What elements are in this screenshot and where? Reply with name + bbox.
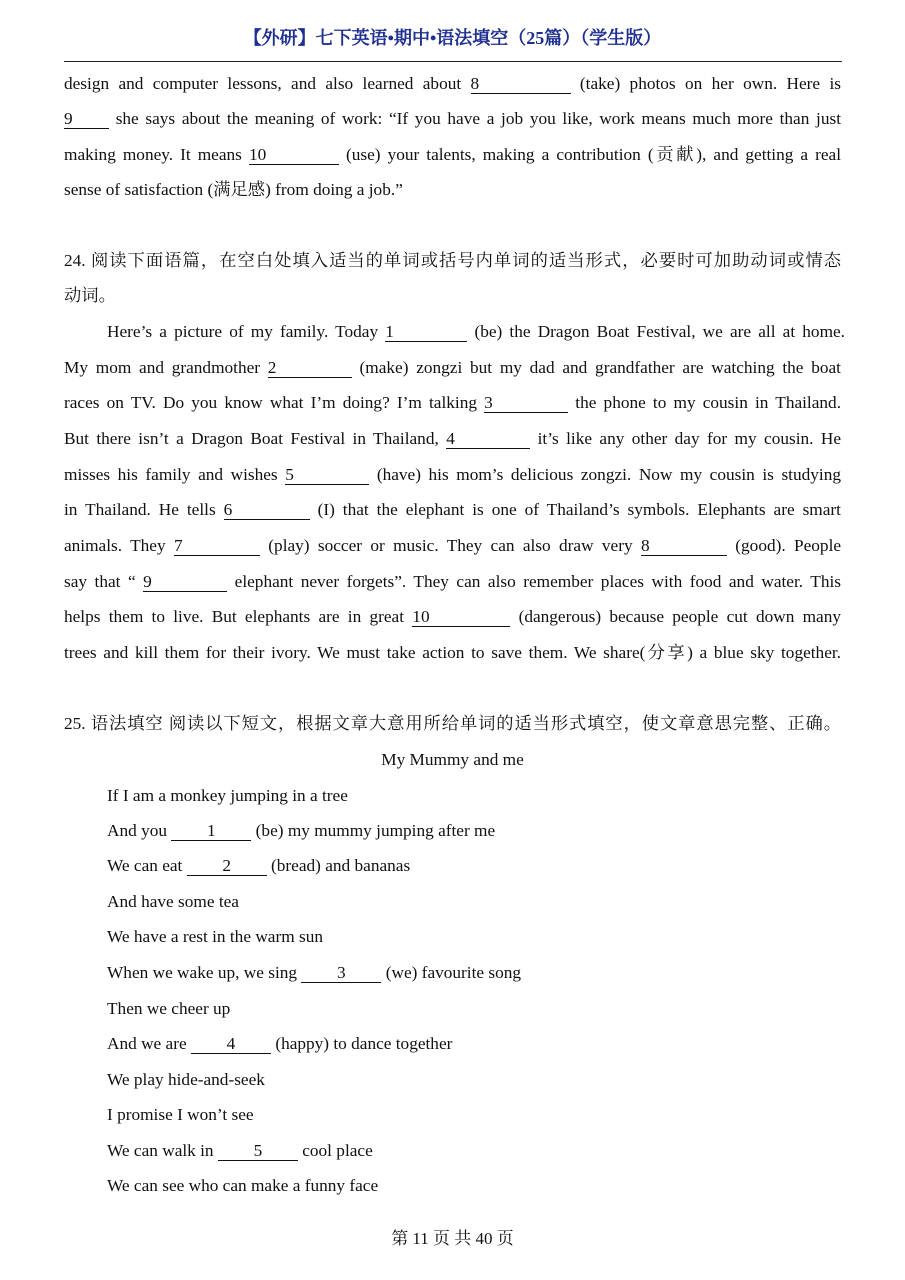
blank-8[interactable]: 8	[471, 75, 571, 94]
text: she says about the meaning of work: “If you have a job you like, work means much more than just	[115, 109, 841, 128]
poem-title: My Mummy and me	[381, 750, 524, 769]
text: (take) photos on her own. Here is	[579, 74, 841, 93]
poem-line-9: We play hide-and-seek	[107, 1070, 265, 1089]
poem-line-7: Then we cheer up	[107, 999, 231, 1018]
text: (bread) and bananas	[271, 856, 411, 875]
blank-2[interactable]: 2	[187, 857, 267, 876]
text: (play) soccer or music. They can also draw very	[268, 536, 633, 555]
text: (have) his mom’s delicious zongzi. Now my cousin is studying	[376, 465, 841, 484]
text: helps them to live. But elephants are in great	[64, 607, 405, 626]
text: (good). People	[735, 536, 842, 555]
passage23-line4: sense of satisfaction (满足感) from doing a job.”	[64, 180, 403, 199]
passage24-line2	[64, 357, 841, 379]
blank-3[interactable]: 3	[484, 394, 568, 413]
text: But there isn’t a Dragon Boat Festival in Thailand,	[64, 429, 439, 448]
text: races on TV. Do you know what I’m doing? I’m talking	[64, 393, 477, 412]
passage24-line9	[64, 606, 841, 628]
text: And you	[107, 821, 168, 840]
text: in Thailand. He tells	[64, 500, 216, 519]
passage23-line3	[64, 144, 841, 166]
blank-4[interactable]: 4	[446, 430, 530, 449]
text: Here’s a picture of my family. Today	[107, 322, 379, 341]
poem-line-8	[107, 1033, 452, 1055]
text: (happy) to dance together	[275, 1034, 453, 1053]
passage24-line7	[64, 535, 841, 557]
page-header-title: 【外研】七下英语•期中•语法填空（25篇）（学生版）	[243, 28, 662, 48]
blank-1[interactable]: 1	[171, 822, 251, 841]
passage24-line5	[64, 464, 841, 486]
text: (make) zongzi but my dad and grandfather are watching the boat	[359, 358, 841, 377]
blank-2[interactable]: 2	[268, 359, 352, 378]
text: (be) the Dragon Boat Festival, we are all at home.	[474, 322, 846, 341]
poem-line-12: We can see who can make a funny face	[107, 1176, 379, 1195]
poem-line-6	[107, 962, 521, 984]
text: say that “	[64, 572, 136, 591]
blank-1[interactable]: 1	[385, 323, 467, 342]
blank-9[interactable]: 9	[64, 110, 109, 129]
text: animals. They	[64, 536, 166, 555]
poem-line-5: We have a rest in the warm sun	[107, 927, 323, 946]
blank-3[interactable]: 3	[301, 964, 381, 983]
poem-line-2	[107, 820, 495, 842]
passage24-line10: trees and kill them for their ivory. We must take action to save them. We share(分享) a blue sky together.	[64, 643, 841, 662]
text: the phone to my cousin in Thailand.	[575, 393, 842, 412]
text: misses his family and wishes	[64, 465, 278, 484]
passage24-line1	[107, 321, 845, 343]
text: (we) favourite song	[385, 963, 522, 982]
poem-line-10: I promise I won’t see	[107, 1105, 254, 1124]
blank-9[interactable]: 9	[143, 573, 227, 592]
text: And we are	[107, 1034, 187, 1053]
text: design and computer lessons, and also learned about	[64, 74, 462, 93]
poem-line-11	[107, 1140, 373, 1162]
blank-5[interactable]: 5	[218, 1142, 298, 1161]
blank-10[interactable]: 10	[412, 608, 510, 627]
blank-6[interactable]: 6	[224, 501, 310, 520]
passage23-line1	[64, 73, 841, 95]
question25-instruction: 25. 语法填空 阅读以下短文，根据文章大意用所给单词的适当形式填空，使文章意思完整、正确。	[64, 714, 841, 733]
text: cool place	[302, 1141, 373, 1160]
page-number: 第 11 页 共 40 页	[391, 1229, 514, 1248]
header-divider	[64, 61, 842, 62]
blank-4[interactable]: 4	[191, 1035, 271, 1054]
text: it’s like any other day for my cousin. He	[537, 429, 842, 448]
passage23-line2	[64, 108, 841, 130]
text: We can walk in	[107, 1141, 214, 1160]
text: (dangerous) because people cut down many	[518, 607, 842, 626]
passage24-line8	[64, 571, 841, 593]
text: elephant never forgets”. They can also remember places with food and water. This	[234, 572, 841, 591]
blank-8[interactable]: 8	[641, 537, 727, 556]
text: My mom and grandmother	[64, 358, 261, 377]
passage24-line4	[64, 428, 841, 450]
passage24-line6	[64, 499, 841, 521]
text: When we wake up, we sing	[107, 963, 298, 982]
text: (I) that the elephant is one of Thailand’s symbols. Elephants are smart	[317, 500, 841, 519]
poem-line-1: If I am a monkey jumping in a tree	[107, 786, 348, 805]
text: We can eat	[107, 856, 183, 875]
poem-line-3	[107, 855, 410, 877]
poem-line-4: And have some tea	[107, 892, 239, 911]
passage24-line3	[64, 392, 841, 414]
blank-5[interactable]: 5	[285, 466, 369, 485]
blank-7[interactable]: 7	[174, 537, 260, 556]
blank-10[interactable]: 10	[249, 146, 339, 165]
text: (be) my mummy jumping after me	[255, 821, 496, 840]
question24-instruction: 24. 阅读下面语篇，在空白处填入适当的单词或括号内单词的适当形式，必要时可加助动词或情态	[64, 251, 841, 270]
text: making money. It means	[64, 145, 242, 164]
text: (use) your talents, making a contribution (贡献), and getting a real	[345, 145, 842, 164]
question24-instruction-cont: 动词。	[64, 286, 116, 305]
